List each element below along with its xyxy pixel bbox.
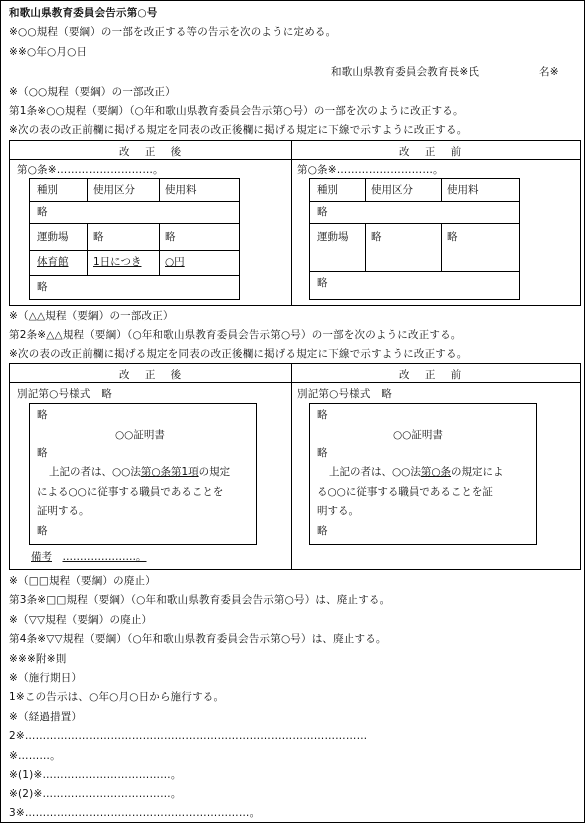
after-form-ref: 別記第○号様式 略 bbox=[17, 388, 112, 400]
table1-after-header: 改 正 後 bbox=[119, 146, 188, 158]
cert-title-before: ○○証明書 bbox=[393, 429, 443, 441]
section1-instruction: ※次の表の改正前欄に掲げる規定を同表の改正後欄に掲げる規定に下線で示すように改正する。 bbox=[9, 124, 468, 136]
issuer: 和歌山県教育委員会教育長※氏 bbox=[331, 66, 480, 78]
gym-label: 体育館 bbox=[37, 256, 69, 268]
issuer-name: 名※ bbox=[539, 66, 559, 78]
notice-title: 和歌山県教育委員会告示第○号 bbox=[9, 7, 158, 19]
gym-fee: ○円 bbox=[165, 256, 185, 268]
section2-heading: ※（△△規程（要綱）の一部改正） bbox=[9, 310, 174, 322]
before-clause: 第○条※………………………。 bbox=[297, 164, 444, 176]
cert-text-before-1: 上記の者は、○○法第○条の規定によ bbox=[329, 466, 504, 478]
transition-item-3: 3※………………………………………………………。 bbox=[9, 807, 261, 819]
notice-page: 和歌山県教育委員会告示第○号 ※○○規程（要綱）の一部を改正する等の告示を次のように定める。 ※※○年○月○日 和歌山県教育委員会教育長※氏 名※ ※（○○規程（要綱）の一部改正） 第1条※○○規程（要綱）（○年和歌山県教育委員会告示第○号）の一部を次のように改正する。 ※次の表の改正前欄に掲げる規定を同表の改正後欄に掲げる規定に下線で示すように改正する。 改 正 後 改 正 前 第○条※………………………。 第○条※………………………。 種別 使用区分 使用料 略 運動場 略 略 体育館 1日につき ○円 略 種別 使用区分 使用料 略 運動場 略 略 略 ※（△△規程（要綱）の一部改正） 第2条※△△規程（要綱）（○年和歌山県教育委員会告示第○号）の一部を次のように改正する。 ※次の表の改正前欄に掲げる規定を同表の改正後欄に掲げる規定に下線で示すように改正する。 改 正 後 改 正 前 別記第○号様式 略 別記第○号様式 略 略 ○○証明書 略 上記の者は、○○法第○条第1項の規定 による○○に従事する職員であることを 証明する。 略 略 ○○証明書 略 上記の者は、○○法第○条の規定によ る○○に従事する職員であることを証 明する。 略 備考 …………………。 ※（□□規程（要綱）の廃止） 第3条※□□規程（要綱）（○年和歌山県教育委員会告示第○号）は、廃止する。 ※（▽▽規程（要綱）の廃止） 第4条※▽▽規程（要綱）（○年和歌山県教育委員会告示第○号）は、廃止する。 ※※※附※則 ※（施行期日） 1※この告示は、○年○月○日から施行する。 ※（経過措置） 2※…………………………………………………………………………………… ※………。 ※(1)※………………………………。 ※(2)※………………………………。 3※………………………………………………………。 bbox=[0, 0, 585, 823]
after-clause: 第○条※………………………。 bbox=[17, 164, 164, 176]
notice-intro: ※○○規程（要綱）の一部を改正する等の告示を次のように定める。 bbox=[9, 26, 337, 38]
section2-instruction: ※次の表の改正前欄に掲げる規定を同表の改正後欄に掲げる規定に下線で示すように改正する。 bbox=[9, 348, 468, 360]
section1-article: 第1条※○○規程（要綱）（○年和歌山県教育委員会告示第○号）の一部を次のように改正する。 bbox=[9, 105, 464, 117]
transition-item-2-1: ※(1)※………………………………。 bbox=[9, 769, 182, 781]
section3-heading: ※（□□規程（要綱）の廃止） bbox=[9, 575, 156, 587]
section4-heading: ※（▽▽規程（要綱）の廃止） bbox=[9, 614, 153, 626]
notice-date: ※※○年○月○日 bbox=[9, 46, 88, 58]
gym-use: 1日につき bbox=[93, 256, 142, 268]
cert-title-after: ○○証明書 bbox=[115, 429, 165, 441]
effective-heading: ※（施行期日） bbox=[9, 672, 83, 684]
section3-article: 第3条※□□規程（要綱）（○年和歌山県教育委員会告示第○号）は、廃止する。 bbox=[9, 594, 391, 606]
section1-heading: ※（○○規程（要綱）の一部改正） bbox=[9, 86, 176, 98]
transition-heading: ※（経過措置） bbox=[9, 711, 83, 723]
note-after: 備考 …………………。 bbox=[31, 551, 147, 563]
cert-text-after-1: 上記の者は、○○法第○条第1項の規定 bbox=[49, 466, 231, 478]
table1-before-header: 改 正 前 bbox=[399, 146, 468, 158]
transition-item-2: 2※…………………………………………………………………………………… bbox=[9, 730, 368, 742]
table2-before-header: 改 正 前 bbox=[399, 369, 468, 381]
transition-item-2-cont: ※………。 bbox=[9, 750, 61, 762]
section4-article: 第4条※▽▽規程（要綱）（○年和歌山県教育委員会告示第○号）は、廃止する。 bbox=[9, 633, 387, 645]
section2-article: 第2条※△△規程（要綱）（○年和歌山県教育委員会告示第○号）の一部を次のように改正する。 bbox=[9, 329, 462, 341]
table2-after-header: 改 正 後 bbox=[119, 369, 188, 381]
effective-date: 1※この告示は、○年○月○日から施行する。 bbox=[9, 691, 225, 703]
before-form-ref: 別記第○号様式 略 bbox=[297, 388, 392, 400]
transition-item-2-2: ※(2)※………………………………。 bbox=[9, 788, 182, 800]
supplementary-title: ※※※附※則 bbox=[9, 653, 67, 665]
